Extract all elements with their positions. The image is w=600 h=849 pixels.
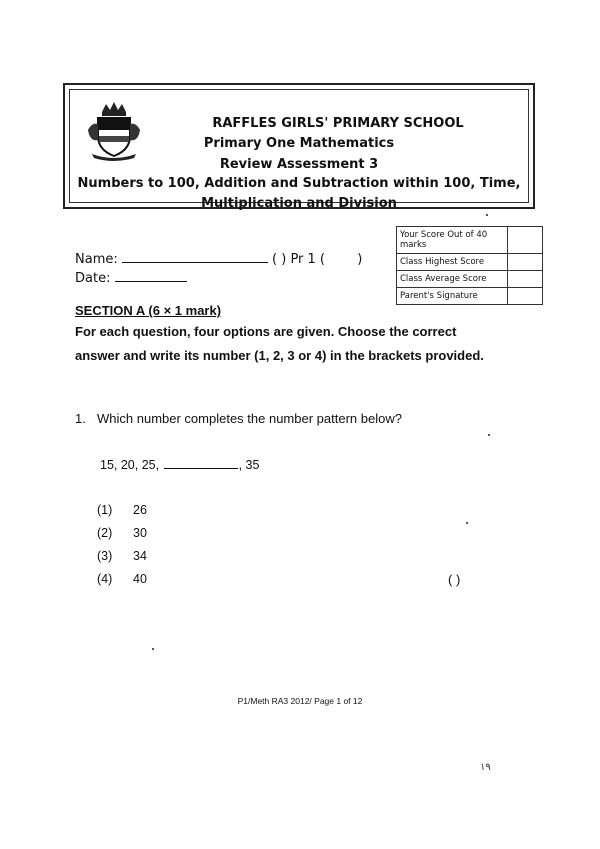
- header-inner-frame: [69, 89, 529, 211]
- score-value-field[interactable]: [508, 254, 543, 271]
- score-value-field[interactable]: [508, 288, 543, 305]
- corner-mark: ۱۹: [480, 762, 491, 773]
- page-footer: P1/Meth RA3 2012/ Page 1 of 12: [237, 696, 363, 706]
- score-table: [396, 226, 543, 305]
- option-value: 40: [133, 572, 147, 586]
- score-label: Class Highest Score: [397, 254, 508, 271]
- score-label: Class Average Score: [397, 271, 508, 288]
- subject-title: Primary One Mathematics: [203, 136, 395, 151]
- assessment-title: Review Assessment 3: [219, 157, 379, 172]
- scan-speck: [488, 434, 490, 436]
- section-instructions: For each question, four options are given. Choose the correct answer and write its number (1, 2, 3 or 4) in the brackets provided.: [75, 324, 484, 363]
- school-name: RAFFLES GIRLS' PRIMARY SCHOOL: [212, 116, 464, 131]
- answer-brackets[interactable]: ( ): [448, 572, 461, 587]
- option-value: 30: [133, 526, 147, 540]
- score-row: [397, 227, 543, 254]
- scan-speck: [152, 648, 154, 650]
- option-value: 34: [133, 549, 147, 563]
- class-close: ): [357, 252, 363, 267]
- score-value-field[interactable]: [508, 227, 543, 254]
- topics-line-1: Numbers to 100, Addition and Subtraction within 100, Time,: [77, 176, 521, 191]
- section-title: SECTION A (6 × 1 mark): [75, 303, 222, 318]
- number-pattern: [100, 458, 259, 472]
- score-row: [397, 254, 543, 271]
- pattern-blank: [164, 458, 238, 469]
- class-label: Pr 1 (: [290, 252, 326, 267]
- school-crest-icon: [84, 100, 144, 162]
- question-1: [75, 411, 402, 426]
- option-item: [97, 549, 147, 563]
- topics-line-2: Multiplication and Division: [201, 196, 397, 211]
- option-number: (1): [97, 503, 113, 517]
- option-item: [97, 526, 147, 540]
- score-row: [397, 271, 543, 288]
- date-field[interactable]: [115, 271, 187, 282]
- name-field[interactable]: [122, 252, 268, 263]
- index-bracket[interactable]: ( ): [272, 252, 287, 267]
- name-label: Name:: [75, 252, 118, 267]
- date-label: Date:: [75, 271, 111, 286]
- scan-speck: [466, 522, 468, 524]
- option-number: (3): [97, 549, 113, 563]
- option-value: 26: [133, 503, 147, 517]
- name-line: [75, 252, 362, 267]
- score-value-field[interactable]: [508, 271, 543, 288]
- score-label: Parent's Signature: [397, 288, 508, 305]
- question-text: Which number completes the number pattern below?: [97, 411, 402, 426]
- scan-speck: [486, 214, 488, 216]
- question-number: 1.: [75, 411, 86, 426]
- header-box: [63, 83, 535, 209]
- score-row: [397, 288, 543, 305]
- score-label: Your Score Out of 40 marks: [397, 227, 508, 254]
- date-line: [75, 271, 187, 286]
- option-number: (4): [97, 572, 113, 586]
- option-item: [97, 503, 147, 517]
- option-item: [97, 572, 147, 586]
- pattern-end: , 35: [238, 458, 260, 472]
- pattern-start: 15, 20, 25,: [100, 458, 160, 472]
- option-number: (2): [97, 526, 113, 540]
